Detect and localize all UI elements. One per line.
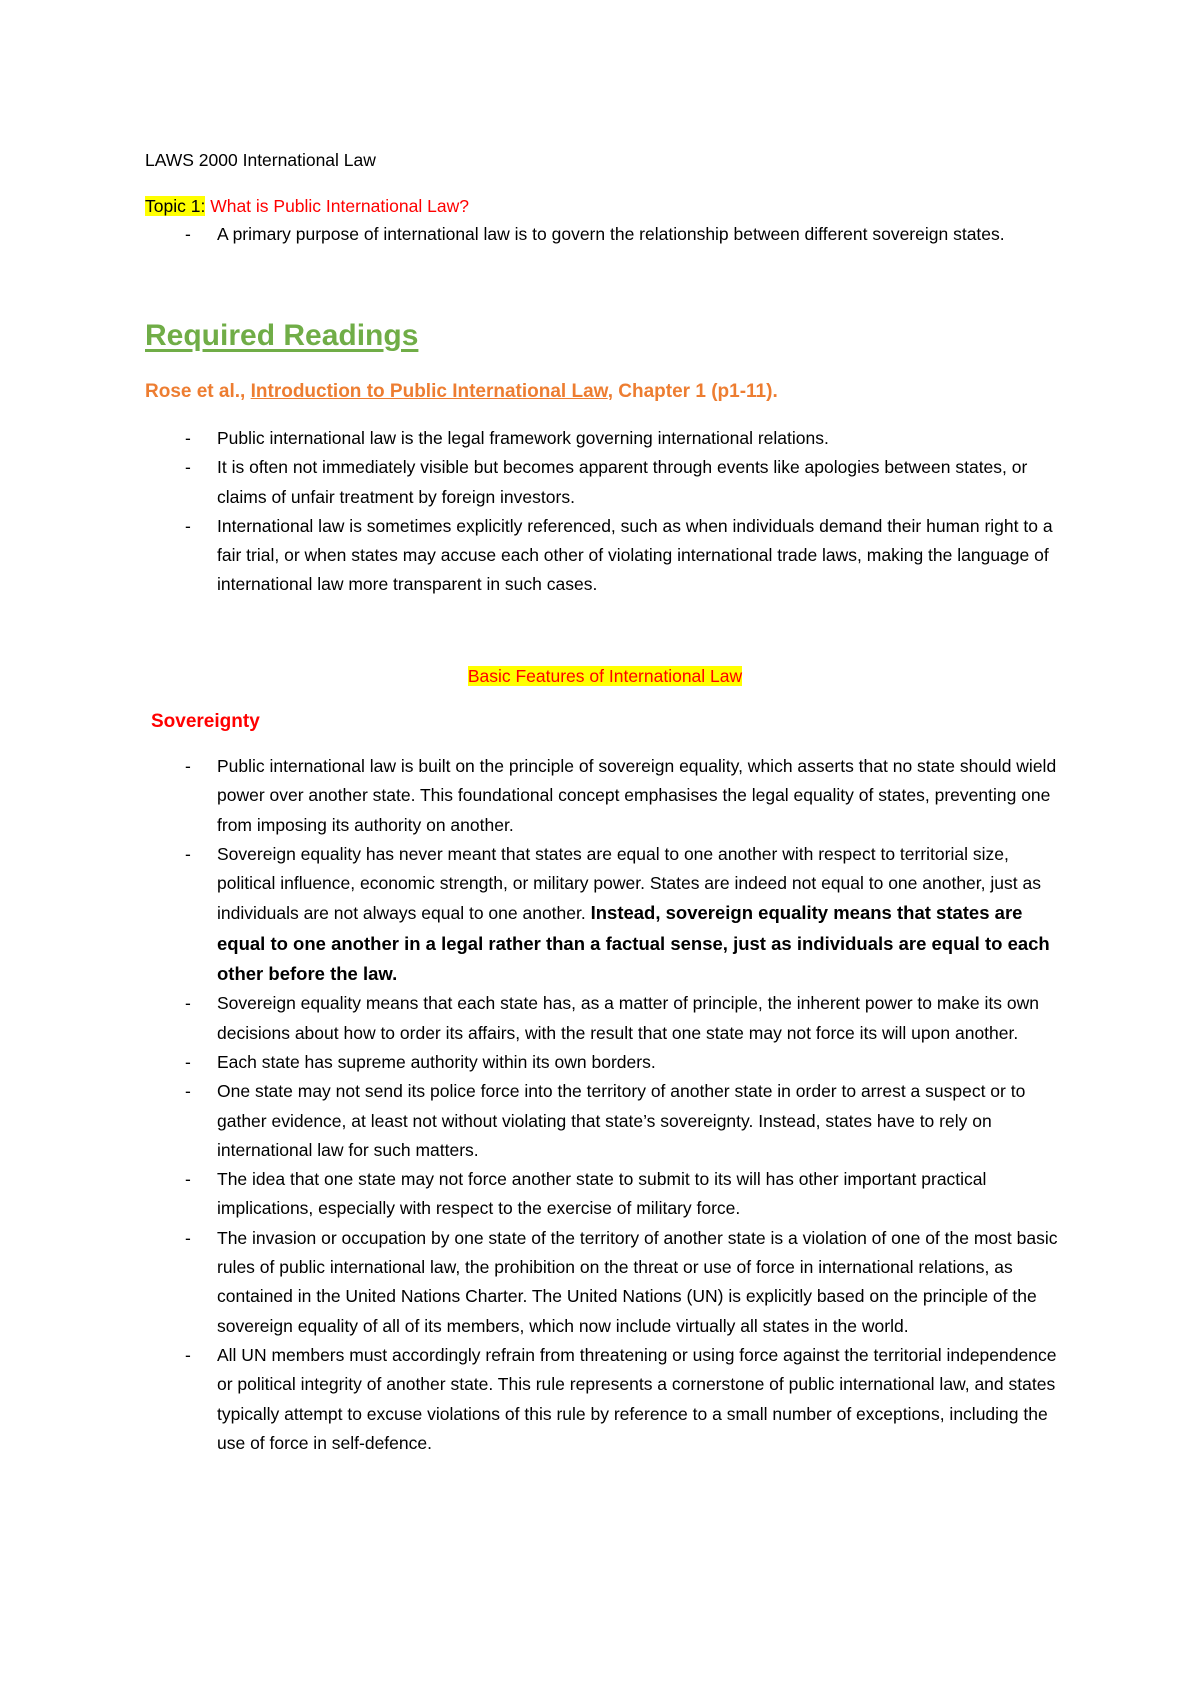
list-item: - Public international law is the legal framework governing international relations. <box>145 424 1065 453</box>
list-item-plain-text: Sovereign equality has never meant that states are equal to one another with respect to territorial size, political influence, economic strength, or military power. States are indeed not equal to one another, just as individuals are not always equal to one another. <box>217 843 1041 924</box>
list-item: - Sovereign equality means that each state has, as a matter of principle, the inherent power to make its own decisions about how to order its affairs, with the result that one state may not force its will upon another. <box>145 989 1065 1048</box>
list-item: - The invasion or occupation by one state of the territory of another state is a violation of one of the most basic rules of public international law, the prohibition on the threat or use of force in international relations, as contained in the United Nations Charter. The United Nations (UN) is explicitly based on the principle of the sovereign equality of all of its members, which now include virtually all states in the world. <box>145 1224 1065 1341</box>
list-item: - A primary purpose of international law is to govern the relationship between different sovereign states. <box>145 220 1065 249</box>
list-item: - All UN members must accordingly refrain from threatening or using force against the territorial independence or political integrity of another state. This rule represents a cornerstone of public international law, and states typically attempt to excuse violations of this rule by reference to a small number of exceptions, including the use of force in self-defence. <box>145 1341 1065 1458</box>
topic-line <box>145 194 469 218</box>
list-item <box>145 840 1065 989</box>
document-title: LAWS 2000 International Law <box>145 150 376 170</box>
list-item: - International law is sometimes explicitly referenced, such as when individuals demand their human right to a fair trial, or when states may accuse each other of violating international trade laws, making the language of international law more transparent in such cases. <box>145 512 1065 600</box>
reading-authors: Rose et al., <box>145 381 251 402</box>
topic-text: What is Public International Law? <box>210 196 469 216</box>
reading-book-title: Introduction to Public International Law <box>250 381 608 402</box>
sovereignty-bullet-list <box>145 752 1065 1458</box>
list-item: - It is often not immediately visible but becomes apparent through events like apologies between states, or claims of unfair treatment by foreign investors. <box>145 453 1065 512</box>
reading-chapter: , Chapter 1 (p1-11). <box>607 381 778 402</box>
topic-label: Topic 1: <box>145 196 206 216</box>
sovereignty-heading: Sovereignty <box>151 711 260 732</box>
basic-features-title: Basic Features of International Law <box>467 666 743 686</box>
list-item-bold-text: Instead, sovereign equality means that states are equal to one another in a legal rather than a factual sense, just as individuals are equal to each other before the law. <box>217 902 1050 985</box>
intro-bullet-list <box>145 220 1065 249</box>
reading-bullet-list <box>145 424 1065 600</box>
reading-reference <box>145 378 778 406</box>
section-title <box>145 664 1065 688</box>
list-item: - One state may not send its police force into the territory of another state in order to arrest a suspect or to gather evidence, at least not without violating that state’s sovereignty. Instead, states have to rely on international law for such matters. <box>145 1077 1065 1165</box>
list-item: - Public international law is built on the principle of sovereign equality, which asserts that no state should wield power over another state. This foundational concept emphasises the legal equality of states, preventing one from imposing its authority on another. <box>145 752 1065 840</box>
required-readings-heading: Required Readings <box>145 319 419 352</box>
list-item: - The idea that one state may not force another state to submit to its will has other important practical implications, especially with respect to the exercise of military force. <box>145 1165 1065 1224</box>
list-item: - Each state has supreme authority within its own borders. <box>145 1048 1065 1077</box>
